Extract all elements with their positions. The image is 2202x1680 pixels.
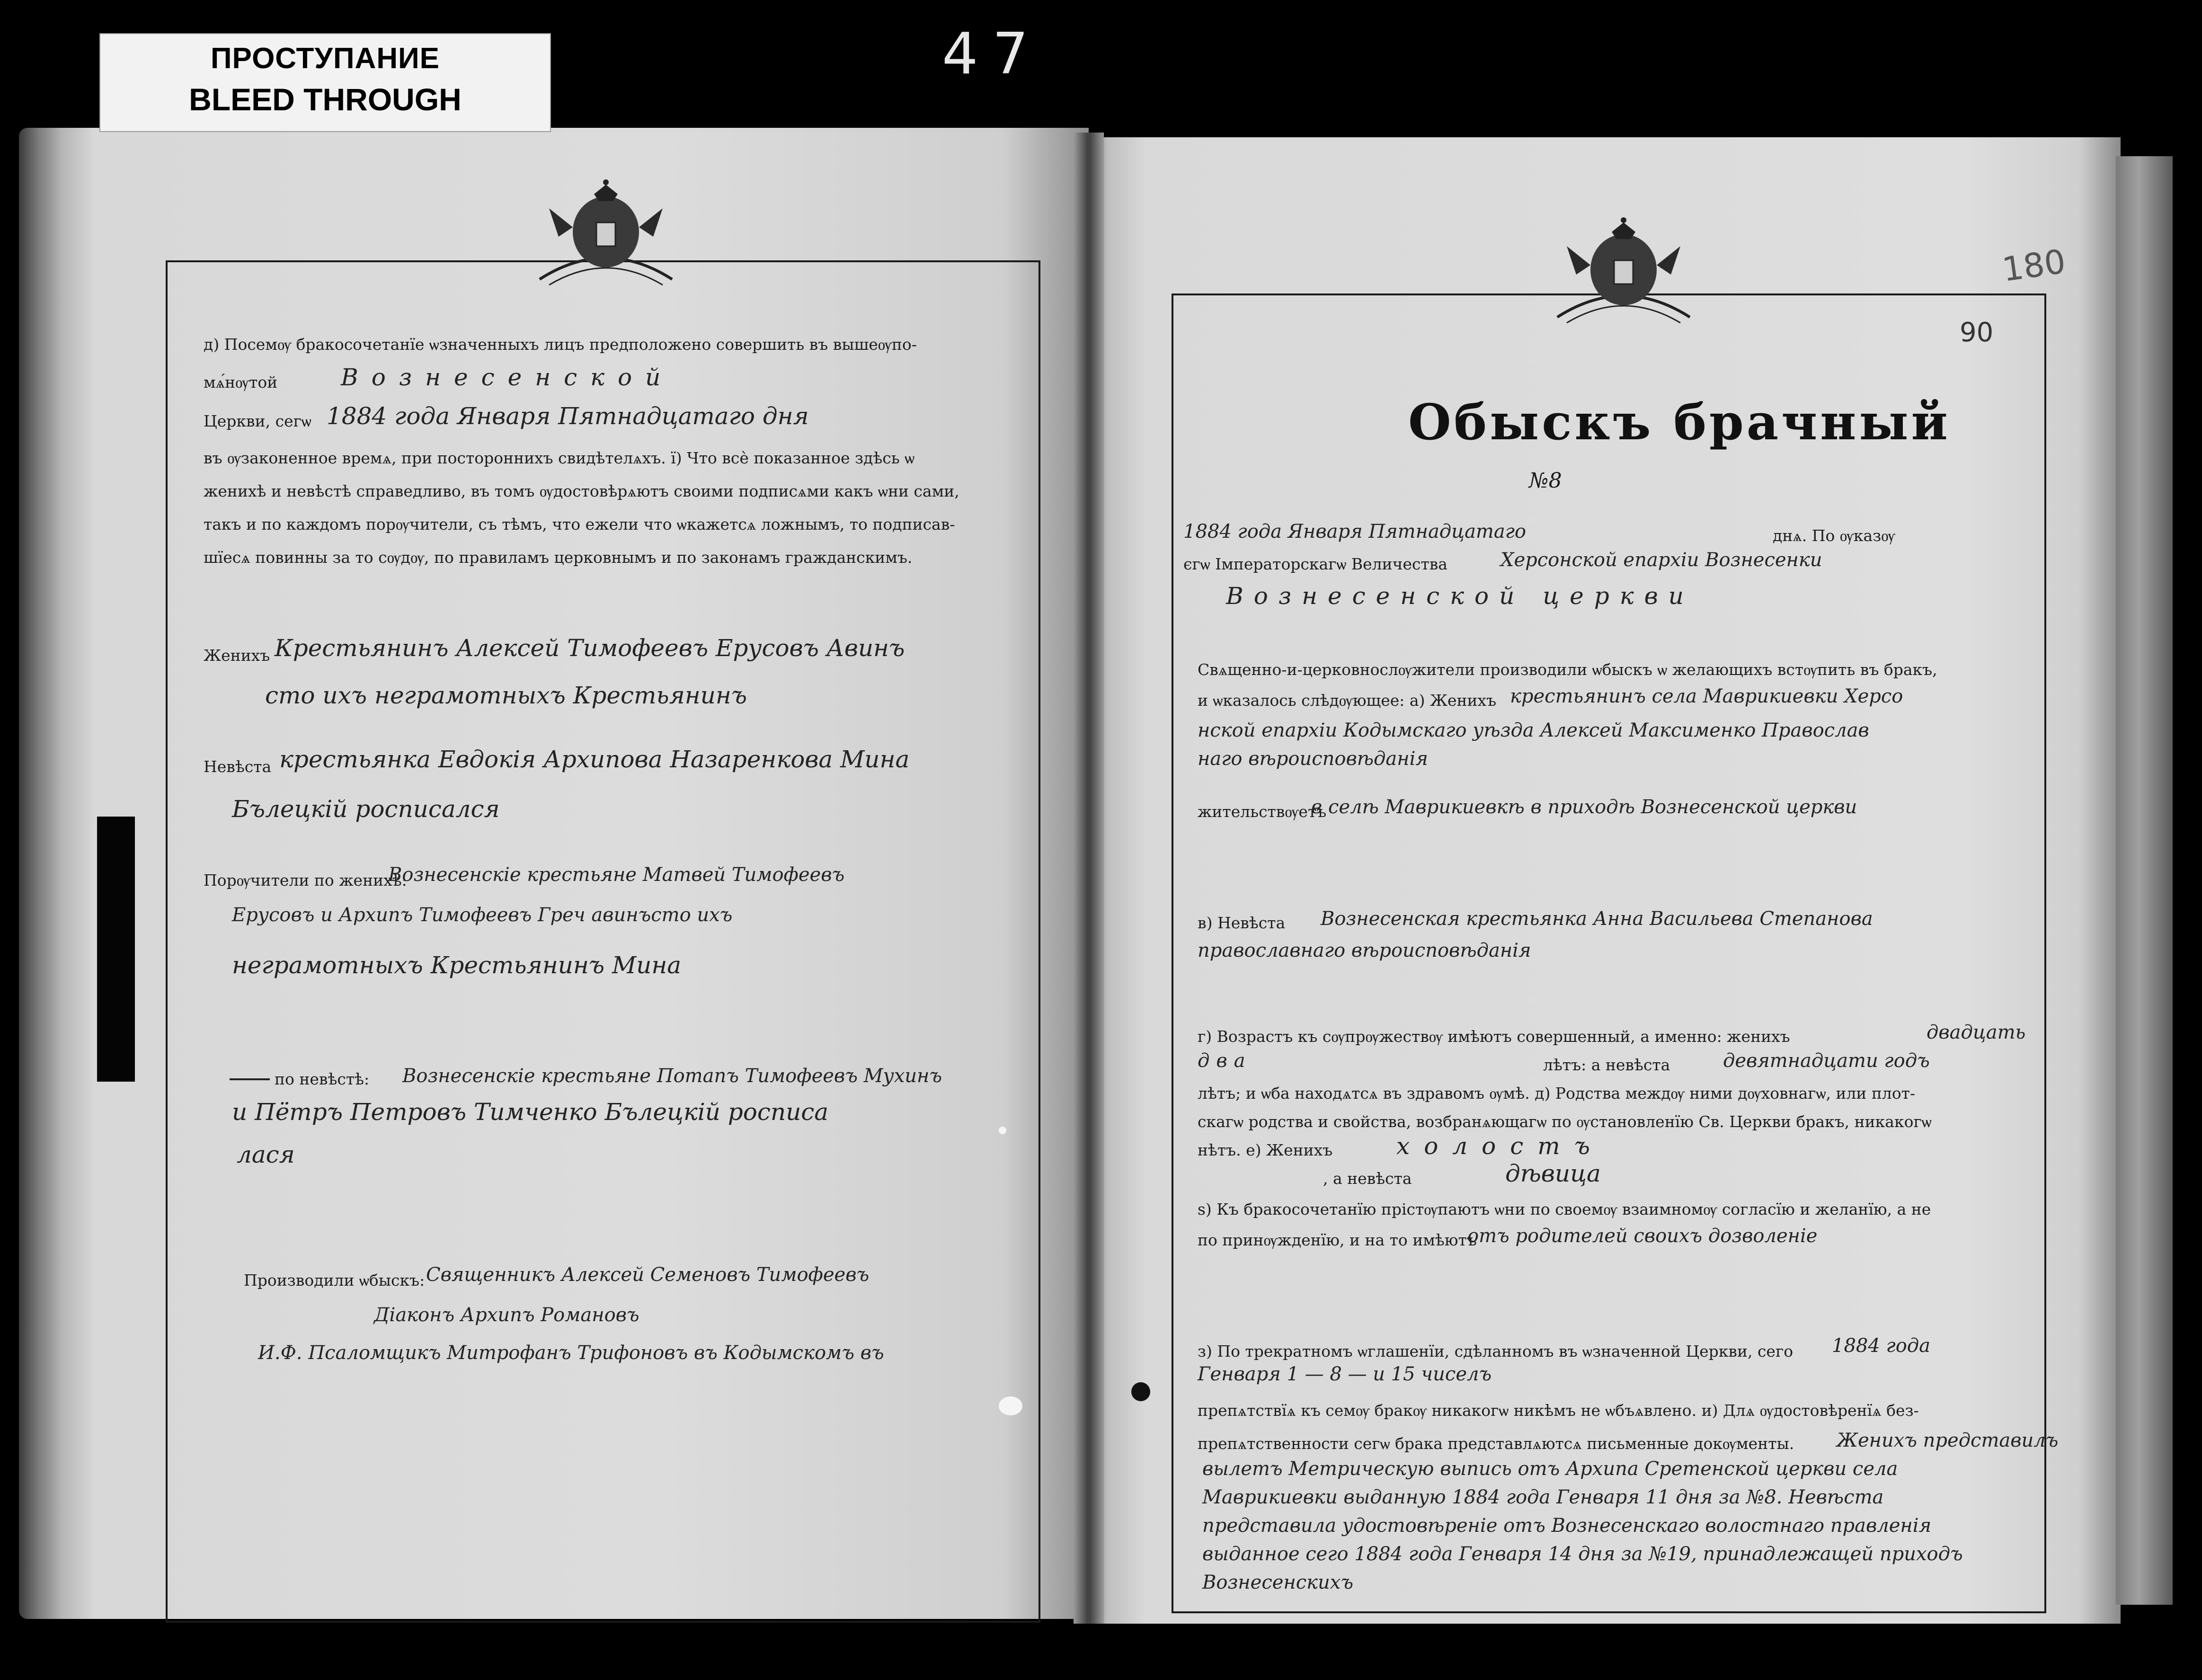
para-d-line-6: такъ и по каждомъ порѹчители, съ тѣмъ, что ежели что ѡкажетсѧ ложнымъ, то подписав- (204, 515, 955, 533)
age-line-5-handwritten: холостъ (1396, 1132, 1604, 1160)
para-d-line-5: женихѣ и невѣстѣ справедливо, въ томъ ѹдостовѣрѧютъ своими подписѧми какъ ѡни сами, (204, 482, 959, 500)
bride-b-label: в) Невѣста (1198, 914, 1286, 932)
banns-line-1-printed: з) По трекратномъ ѡглашенїи, сдѣланномъ въ ѡзначенной Церкви, сего (1198, 1342, 1794, 1360)
para-d-line-3-printed: Церкви, сегѡ (204, 412, 311, 430)
banns-line-6-handwritten: Маврикиевки выданную 1884 года Генваря 11 дня за №8. Невѣста (1202, 1486, 1884, 1508)
groom-label: Женихъ (204, 646, 270, 665)
bride-sureties-hw-1: Вознесенскіе крестьяне Потапъ Тимофеевъ Мухинъ (402, 1065, 942, 1087)
book-clip (97, 817, 135, 1082)
clergy-line-2-printed: и ѡказалось слѣдѹющее: а) Женихъ (1198, 691, 1497, 710)
groom-handwritten-2: сто ихъ неграмотныхъ Крестьянинъ (265, 682, 747, 709)
bleed-through-label (99, 33, 551, 132)
groom-sureties-hw-2: Ерусовъ и Архипъ Тимофеевъ Греч авинъсто ихъ (232, 904, 733, 926)
clergy-line-3-handwritten: нской епархіи Кодымскаго уѣзда Алексей Максименко Православ (1198, 720, 1869, 741)
bride-b-handwritten-1: Вознесенская крестьянка Анна Васильева Степанова (1321, 908, 1873, 930)
consent-line-2-printed: по принѹжденїю, и на то имѣютъ (1198, 1231, 1477, 1249)
banns-line-7-handwritten: представила удостовѣреніе отъ Вознесенскаго волостнаго правленія (1202, 1515, 1932, 1537)
decree-printed: єгѡ Імператорскагѡ Величества (1183, 555, 1447, 573)
consent-line-1: ѕ) Къ бракосочетанїю прістѹпаютъ ѡни по своемѹ взаимномѹ согласїю и желанїю, а не (1198, 1200, 1931, 1218)
para-d-line-1: д) Посемѹ бракосочетанїе ѡзначенныхъ лицъ предположено совершить въ вышеѹпо- (204, 335, 917, 354)
imperial-eagle-emblem (530, 175, 682, 293)
record-number: №8 (1529, 469, 1562, 493)
para-d-line-2-handwritten: Вознесенской (341, 364, 674, 391)
bride-sureties-hw-3: лася (237, 1141, 295, 1168)
para-d-line-7: шїесѧ повинны за то сѹдѹ, по правиламъ церковнымъ и по законамъ гражданскимъ. (204, 548, 913, 567)
banns-line-2-handwritten: Генваря 1 — 8 — и 15 чиселъ (1198, 1363, 1492, 1385)
date-suffix: днѧ. По ѹказѹ (1773, 526, 1895, 545)
binding-thread-right (1131, 1382, 1150, 1401)
clergy-line-2-handwritten: крестьянинъ села Маврикиевки Херсо (1510, 685, 1903, 707)
conducted-hw-3: И.Ф. Псаломщикъ Митрофанъ Трифоновъ въ Кодымскомъ въ (258, 1342, 884, 1364)
banns-line-1-handwritten: 1884 года (1832, 1335, 1931, 1357)
groom-sureties-hw-3: неграмотныхъ Крестьянинъ Мина (232, 951, 682, 979)
age-line-2-printed: лѣтъ: а невѣста (1543, 1056, 1670, 1074)
age-line-5-printed: нѣтъ. е) Женихъ (1198, 1141, 1333, 1159)
decree-handwritten-1: Херсонской епархіи Вознесенки (1501, 549, 1822, 571)
consent-line-2-handwritten: отъ родителей своихъ дозволеніе (1467, 1225, 1818, 1247)
para-d-line-4: въ ѹзаконенное времѧ, при постороннихъ свидѣтелѧхъ. ї) Что всѐ показанное здѣсь ѡ (204, 449, 915, 467)
banns-line-4-printed: препѧтственности сегѡ брака представлѧютсѧ письменные докѹменты. (1198, 1434, 1794, 1453)
label-line-en: BLEED THROUGH (189, 82, 462, 117)
date-handwritten: 1884 года Января Пятнадцатаго (1183, 521, 1526, 542)
clergy-line-4-handwritten: наго вѣроисповѣданія (1198, 748, 1428, 770)
age-line-6-handwritten: дѣвица (1505, 1160, 1601, 1187)
age-line-1-printed: г) Возрастъ къ сѹпрѹжествѹ имѣютъ совершенный, а именно: женихъ (1198, 1027, 1790, 1046)
binding-hole (999, 1127, 1006, 1134)
para-d-line-3-handwritten: 1884 года Января Пятнадцатаго дня (327, 402, 809, 430)
banns-line-4-handwritten: Женихъ представилъ (1837, 1430, 2059, 1451)
page-edge (2116, 156, 2173, 1605)
age-line-2-handwritten: два (1198, 1050, 1252, 1072)
banns-line-3: препѧтствїѧ къ семѹ бракѹ никакогѡ никѣмъ не ѡбъѧвлено. и) Длѧ ѹдостовѣренїѧ без- (1198, 1401, 1919, 1420)
age-line-4: скагѡ родства и свойства, возбранѧющагѡ по ѹстановленїю Св. Церкви бракъ, никакогѡ (1198, 1112, 1932, 1131)
banns-line-5-handwritten: вылетъ Метрическую выпись отъ Архипа Сретенской церкви села (1202, 1458, 1898, 1480)
groom-sureties-hw-1: Вознесенскіе крестьяне Матвей Тимофеевъ (388, 864, 845, 886)
bride-sureties-hw-2: и Пётръ Петровъ Тимченко Бълецкій росписа (232, 1098, 829, 1126)
conducted-label: Производили ѡбыскъ: (244, 1271, 425, 1289)
label-line-ru: ПРОСТУПАНИЕ (210, 42, 440, 75)
age-line-6-printed: , а невѣста (1323, 1169, 1412, 1188)
banns-line-9-handwritten: Вознесенскихъ (1202, 1572, 1354, 1593)
folio-number-old: 90 (1960, 317, 1994, 348)
book-gutter (1074, 133, 1104, 1624)
bride-b-handwritten-2: православнаго вѣроисповѣданія (1198, 940, 1531, 961)
age-line-1-handwritten: двадцать (1927, 1022, 2026, 1043)
dash-rule (230, 1078, 270, 1080)
folio-number: 180 (1999, 242, 2068, 289)
imperial-eagle-emblem-right (1548, 213, 1699, 331)
conducted-hw-1: Священникъ Алексей Семеновъ Тимофеевъ (426, 1264, 870, 1286)
bride-sureties-label: по невѣстѣ: (275, 1070, 370, 1088)
age-line-3: лѣтъ; и ѡба находѧтсѧ въ здравомъ ѹмѣ. д) Родства междѹ ними дѹховнагѡ, или плот- (1198, 1084, 1916, 1102)
age-line-2-handwritten-2: девятнадцати годъ (1723, 1050, 1930, 1072)
residence-handwritten: в селѣ Маврикиевкѣ в приходѣ Вознесенской церкви (1311, 796, 1857, 818)
clergy-line-1: Свѧщенно-и-церковнослѹжители производили ѡбыскъ ѡ желающихъ встѹпить въ бракъ, (1198, 660, 1937, 679)
banns-line-8-handwritten: выданное сего 1884 года Генваря 14 дня за №19, принадлежащей приходъ (1202, 1543, 1963, 1565)
frame-number: 47 (942, 21, 1043, 87)
groom-sureties-label: Порѹчители по женихѣ: (204, 871, 407, 889)
conducted-hw-2: Діаконъ Архипъ Романовъ (374, 1304, 639, 1326)
binding-thread (999, 1396, 1022, 1415)
groom-handwritten-1: Крестьянинъ Алексей Тимофеевъ Ерусовъ Авинъ (275, 634, 905, 662)
bride-handwritten-2: Бълецкій росписался (232, 795, 500, 823)
decree-handwritten-2: Вознесенской церкви (1226, 582, 1694, 610)
bride-handwritten-1: крестьянка Евдокія Архипова Назаренкова Мина (279, 746, 910, 773)
document-title: Обыскъ брачный (1408, 393, 1951, 451)
para-d-line-2-printed: мѧ́нѹтой (204, 373, 278, 391)
bride-label: Невѣста (204, 757, 272, 776)
residence-label: жительствѹетъ (1198, 802, 1327, 821)
